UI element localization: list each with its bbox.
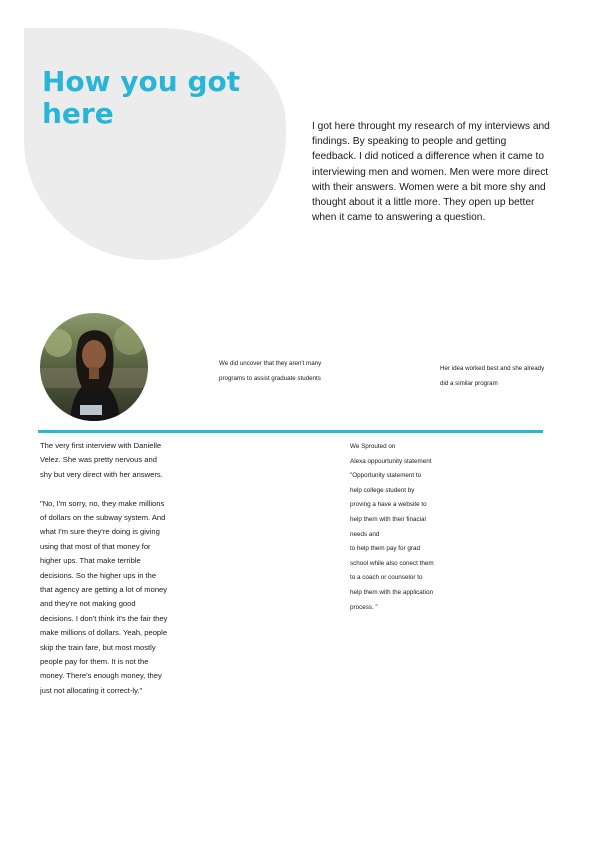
statement-line: help them with the application [350,588,433,596]
interview-column [40,439,168,698]
statement-line: to a coach or counselor to [350,574,423,582]
intro-paragraph: I got here throught my research of my interviews and findings. By speaking to people and getting feedback. I did noticed a difference when it came to interviewing men and women. Men were more direct with their answers. Women were a bit more shy and thought about it a little more. They open up better when it came to answering a question. [312,121,550,224]
statement-line: needs and [350,530,380,538]
statement-line: help them with their finacial [350,515,426,523]
statement-line: to help them pay for grad [350,545,421,553]
section-divider [38,430,543,433]
interviewee-photo [40,313,148,421]
finding-note-programs: We did uncover that they aren't many programs to assist graduate students [219,360,322,382]
opportunity-statement [350,440,460,615]
statement-line: Alexa oppourtunity statement [350,457,432,465]
statement-line: help college student by [350,486,415,494]
statement-line: We Sprouted on [350,443,396,450]
statement-line: school while also conect them [350,559,434,567]
statement-line: "Opportunity statement to [350,472,422,480]
statement-line: proving a have a website to [350,501,427,509]
interview-quote: "No, I'm sorry, no, they make millions of dollars on the subway system. And what I'm sure they're doing is giving using that most of that money for higher ups. That make terrible decisions. So the higher ups in the that agency are getting a lot of money and they're not making good decisions. I don't think it's the fair they make millions of dollars. Yeah, people skip the train fare, but most mostly people pay for them. It is not the money. There's enough money, they just not allocating it correct-ly." [40,498,168,695]
statement-line: process. " [350,603,378,611]
background-circle-shape [24,28,286,260]
interview-intro: The very first interview with Danielle Velez. She was pretty nervous and shy but very direct with her answers. [40,441,163,479]
finding-note-idea: Her idea worked best and she already did a similar program [440,365,545,387]
page-title: How you got here [42,65,241,130]
